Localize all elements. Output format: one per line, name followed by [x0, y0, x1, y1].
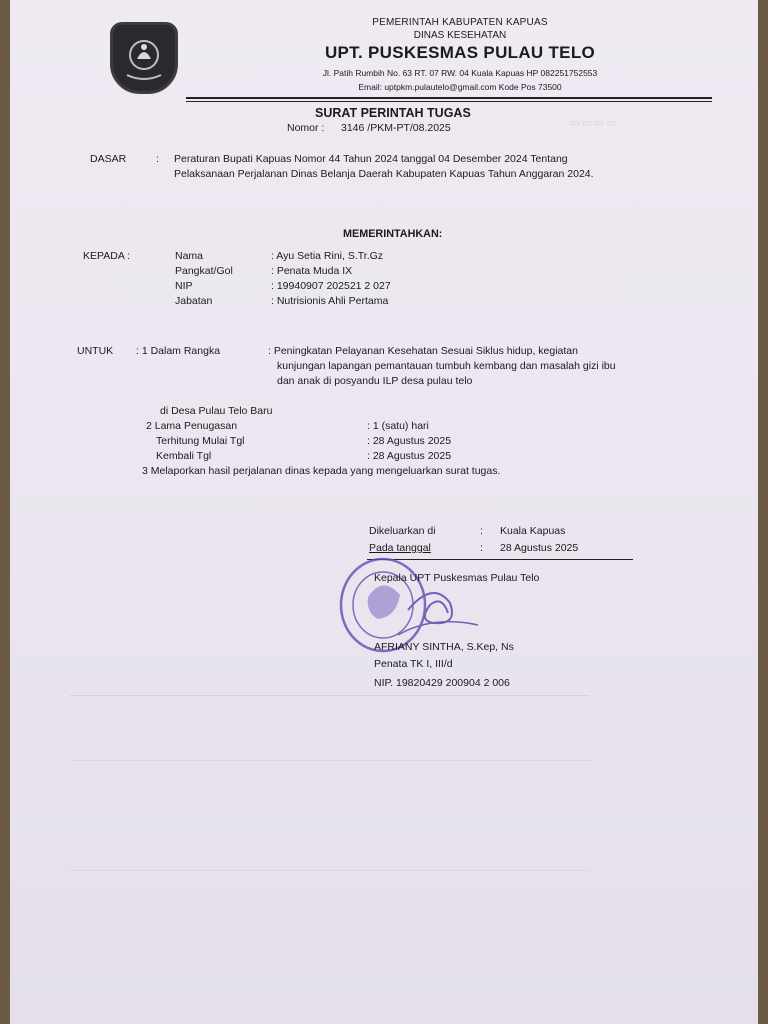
item1-line-3: dan anak di posyandu ILP desa pulau telo	[277, 375, 473, 387]
memerintahkan-heading: MEMERINTAHKAN:	[343, 228, 443, 240]
tanggal-value: 28 Agustus 2025	[500, 542, 579, 554]
dasar-label: DASAR	[90, 153, 127, 165]
dasar-line-1: Peraturan Bupati Kapuas Nomor 44 Tahun 2024 tanggal 04 Desember 2024 Tentang	[174, 153, 568, 165]
dikeluarkan-value: Kuala Kapuas	[500, 525, 566, 537]
header-line-2: DINAS KESEHATAN	[413, 30, 507, 41]
dikeluarkan-label: Dikeluarkan di	[369, 525, 436, 537]
header-line-1: PEMERINTAH KABUPATEN KAPUAS	[372, 17, 548, 28]
header-institution: UPT. PUSKESMAS PULAU TELO	[324, 43, 596, 62]
bleed-line	[70, 695, 590, 696]
pangkat-label: Pangkat/Gol	[175, 265, 233, 277]
bleed-line	[70, 760, 590, 761]
nama-label: Nama	[175, 250, 204, 262]
item1-line-1: : Peningkatan Pelayanan Kesehatan Sesuai Siklus hidup, kegiatan	[268, 345, 578, 357]
tanggal-colon: :	[480, 542, 483, 554]
item3: 3 Melaporkan hasil perjalanan dinas kepada yang mengeluarkan surat tugas.	[142, 465, 501, 477]
item1-label: : 1 Dalam Rangka	[136, 345, 221, 357]
item2-label: 2 Lama Penugasan	[146, 420, 238, 432]
jabatan-label: Jabatan	[175, 295, 213, 307]
signatory-rank: Penata TK I, III/d	[374, 658, 453, 670]
lokasi: di Desa Pulau Telo Baru	[160, 405, 273, 417]
mulai-value: : 28 Agustus 2025	[367, 435, 452, 447]
kembali-value: : 28 Agustus 2025	[367, 450, 452, 462]
header-rule	[186, 97, 712, 99]
dasar-colon: :	[156, 153, 159, 165]
signatory-nip: NIP. 19820429 200904 2 006	[374, 677, 510, 689]
pangkat-value: : Penata Muda IX	[271, 265, 353, 277]
header-address: Jl. Patih Rumbih No. 63 RT. 07 RW. 04 Kuala Kapuas HP 082251752553	[322, 68, 598, 78]
document-number: 3146 /PKM-PT/08.2025	[341, 122, 451, 134]
dikeluarkan-colon: :	[480, 525, 483, 537]
header-rule-thin	[186, 101, 712, 102]
nip-label: NIP	[175, 280, 193, 292]
dasar-line-2: Pelaksanaan Perjalanan Dinas Belanja Daerah Kabupaten Kapuas Tahun Anggaran 2024.	[174, 168, 594, 180]
document-number-label: Nomor :	[287, 122, 325, 134]
untuk-label: UNTUK	[77, 345, 114, 357]
signatory-name: AFRIANY SINTHA, S.Kep, Ns	[374, 641, 514, 653]
bleed-through: ▭ ▭ ▭ ▭	[570, 118, 617, 129]
signatory-position: Kepala UPT Puskesmas Pulau Telo	[374, 572, 540, 584]
bleed-line	[70, 870, 590, 871]
nip-value: : 19940907 202521 2 027	[271, 280, 391, 292]
document-page	[10, 0, 758, 1024]
document-title: SURAT PERINTAH TUGAS	[315, 106, 471, 120]
kembali-label: Kembali Tgl	[156, 450, 212, 462]
tanggal-label: Pada tanggal	[369, 542, 431, 554]
jabatan-value: : Nutrisionis Ahli Pertama	[271, 295, 389, 307]
kepada-label: KEPADA :	[83, 250, 131, 262]
mulai-label: Terhitung Mulai Tgl	[156, 435, 245, 447]
item2-value: : 1 (satu) hari	[367, 420, 429, 432]
government-crest-icon	[110, 22, 178, 94]
header-email: Email: uptpkm.pulautelo@gmail.com Kode Pos 73500	[358, 82, 562, 92]
nama-value: : Ayu Setia Rini, S.Tr.Gz	[271, 250, 384, 262]
item1-line-2: kunjungan lapangan pemantauan tumbuh kembang dan masalah gizi ibu	[277, 360, 616, 372]
